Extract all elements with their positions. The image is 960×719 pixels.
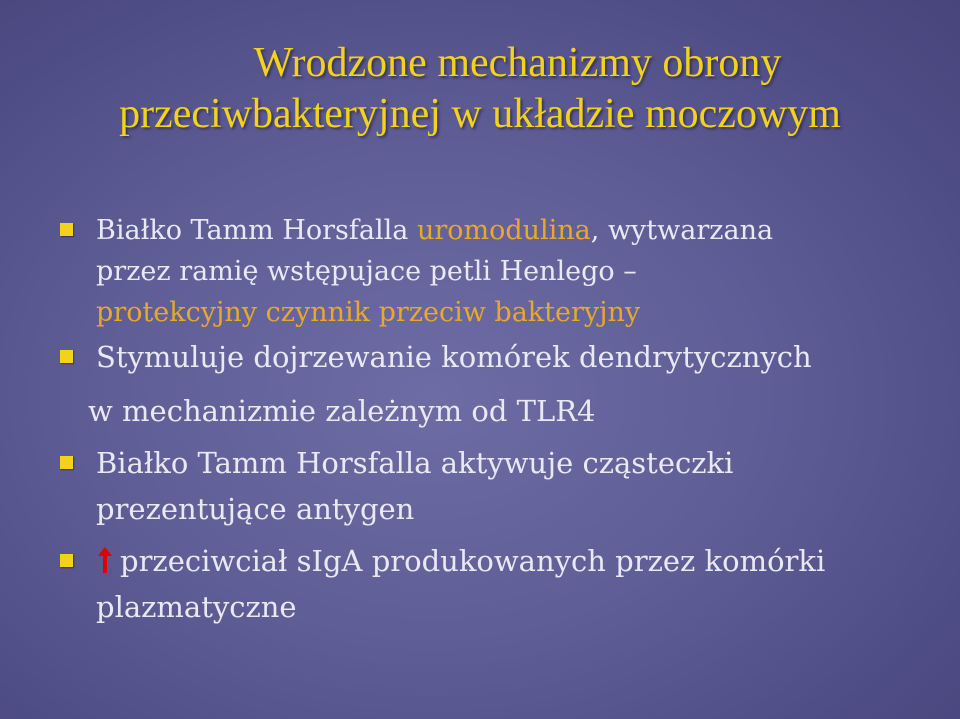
square-bullet-icon — [60, 554, 73, 567]
bullet-4-line-2: plazmatyczne — [96, 590, 297, 624]
bullet-3-line-1: Białko Tamm Horsfalla aktywuje cząsteczki — [96, 446, 734, 480]
bullet-2-line-2: w mechanizmie zależnym od TLR4 — [88, 394, 596, 428]
bullet-item-siga — [60, 538, 940, 630]
uromodulin-highlight: uromodulina — [416, 215, 591, 246]
square-bullet-icon — [60, 456, 73, 469]
bullet-4-text: przeciwciał sIgA produkowanych przez komórki — [120, 544, 826, 578]
bullet-item-antigen — [60, 440, 940, 532]
title-line-1: Wrodzone mechanizmy obrony — [253, 40, 782, 86]
bullet-2-line-1: Stymuluje dojrzewanie komórek dendrytycznych — [96, 340, 812, 374]
bullet-1-line-2: przez ramię wstępujace petli Henlego – — [96, 256, 637, 287]
bullet-list — [60, 210, 940, 630]
square-bullet-icon — [60, 223, 73, 236]
bullet-1-line-1 — [96, 210, 940, 251]
up-arrow-icon — [96, 546, 114, 574]
square-bullet-icon — [60, 350, 73, 363]
bullet-1-line-3: protekcyjny czynnik przeciw bakteryjny — [96, 297, 641, 328]
slide-title — [0, 38, 960, 140]
bullet-3-line-2: prezentujące antygen — [96, 492, 415, 526]
bullet-1-text: Białko Tamm Horsfalla — [96, 215, 417, 246]
bullet-item-uromodulin — [60, 210, 940, 333]
title-line-2: przeciwbakteryjnej w układzie moczowym — [119, 91, 841, 137]
bullet-4-line-1 — [96, 538, 940, 584]
bullet-item-dendritic — [60, 334, 940, 380]
bullet-1-text-cont: , wytwarzana — [590, 215, 774, 246]
